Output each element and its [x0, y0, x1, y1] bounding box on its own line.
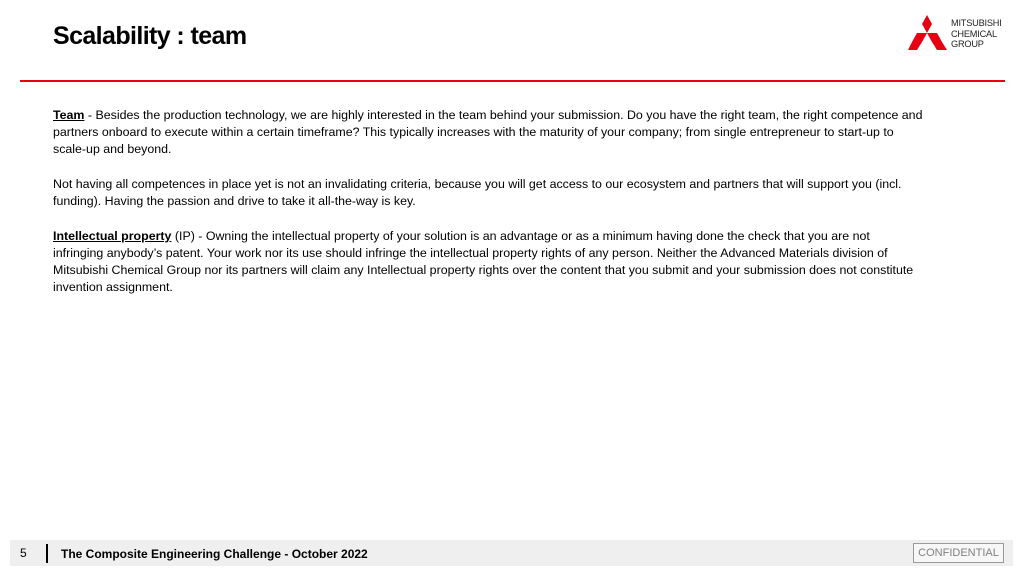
page-number: 5	[20, 546, 27, 560]
logo-wordmark	[951, 18, 1002, 50]
ip-term: Intellectual property	[53, 229, 172, 243]
footer-divider	[46, 544, 48, 563]
logo-line-2: CHEMICAL	[951, 28, 997, 39]
team-paragraph	[53, 107, 923, 158]
logo-line-3: GROUP	[951, 39, 984, 49]
body-content	[53, 107, 923, 314]
logo-line-1: MITSUBISHI	[951, 18, 1002, 28]
competences-paragraph	[53, 176, 923, 210]
footer-title: The Composite Engineering Challenge - October 2022	[61, 547, 368, 561]
company-logo	[908, 15, 1008, 51]
team-text: - Besides the production technology, we are highly interested in the team behind your submission. Do you have the right team, the right competence and partners onboard to execute within a certain timeframe? This typically increases with the maturity of your company; from single entrepreneur to start-up to scale-up and beyond.	[53, 108, 923, 156]
competences-text: Not having all competences in place yet is not an invalidating criteria, because you will get access to our ecosystem and partners that will support you (incl. funding). Having the passion and drive to take it all-the-way is key.	[53, 177, 902, 208]
page-title: Scalability : team	[53, 22, 247, 50]
ip-text: (IP) - Owning the intellectual property of your solution is an advantage or as a minimum having done the check that you are not infringing anybody’s patent. Your work nor its use should infringe the intellectual property rights of any person. Neither the Advanced Materials division of Mitsubishi Chemical Group nor its partners will claim any Intellectual property rights over the content that you submit and your submission does not constitute invention assignment.	[53, 229, 914, 294]
ip-paragraph	[53, 228, 923, 296]
footer-bar	[10, 540, 1013, 566]
team-term: Team	[53, 108, 85, 122]
confidential-label: CONFIDENTIAL	[913, 543, 1004, 563]
header-divider	[20, 80, 1005, 82]
three-diamonds-logo-icon	[908, 15, 948, 51]
